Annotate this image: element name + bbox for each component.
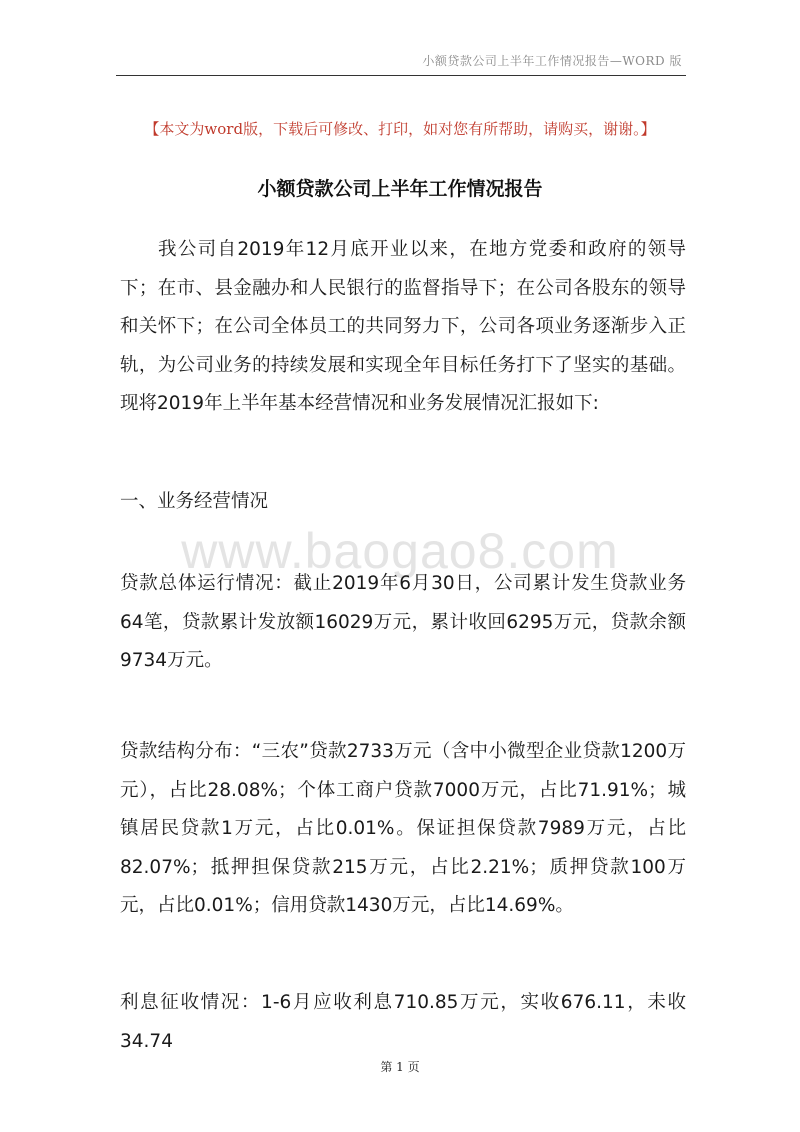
running-header: 小额贷款公司上半年工作情况报告—WORD 版 [422,54,682,68]
loan-structure-paragraph: 贷款结构分布：“三农”贷款2733万元（含中小微型企业贷款1200万元），占比28.08%；个体工商户贷款7000万元，占比71.91%；城镇居民贷款1万元，占比0.01%。保证担保贷款7989万元，占比82.07%；抵押担保贷款215万元，占比2.21%；质押贷款100万元，占比0.01%；信用贷款1430万元，占比14.69%。 [120,741,686,916]
watermark: www.baogao8.com [181,523,619,579]
intro-paragraph: 我公司自2019年12月底开业以来，在地方党委和政府的领导下；在市、县金融办和人民银行的监督指导下；在公司各股东的领导和关怀下；在公司全体员工的共同努力下，公司各项业务逐渐步入正轨，为公司业务的持续发展和实现全年目标任务打下了坚实的基础。现将2019年上半年基本经营情况和业务发展情况汇报如下: [120,239,686,414]
interest-paragraph: 利息征收情况：1-6月应收利息710.85万元，实收676.11，未收34.74 [120,992,686,1052]
document-title: 小额贷款公司上半年工作情况报告 [257,178,543,200]
download-notice: 【本文为word版，下载后可修改、打印，如对您有所帮助，请购买，谢谢。】 [144,120,656,138]
loan-overview-paragraph: 贷款总体运行情况：截止2019年6月30日，公司累计发生贷款业务64笔，贷款累计发放额16029万元，累计收回6295万元，贷款余额9734万元。 [120,573,686,671]
header-divider [116,75,686,76]
page-number: 第 1 页 [380,1060,420,1074]
section-heading-business: 一、业务经营情况 [120,491,269,512]
